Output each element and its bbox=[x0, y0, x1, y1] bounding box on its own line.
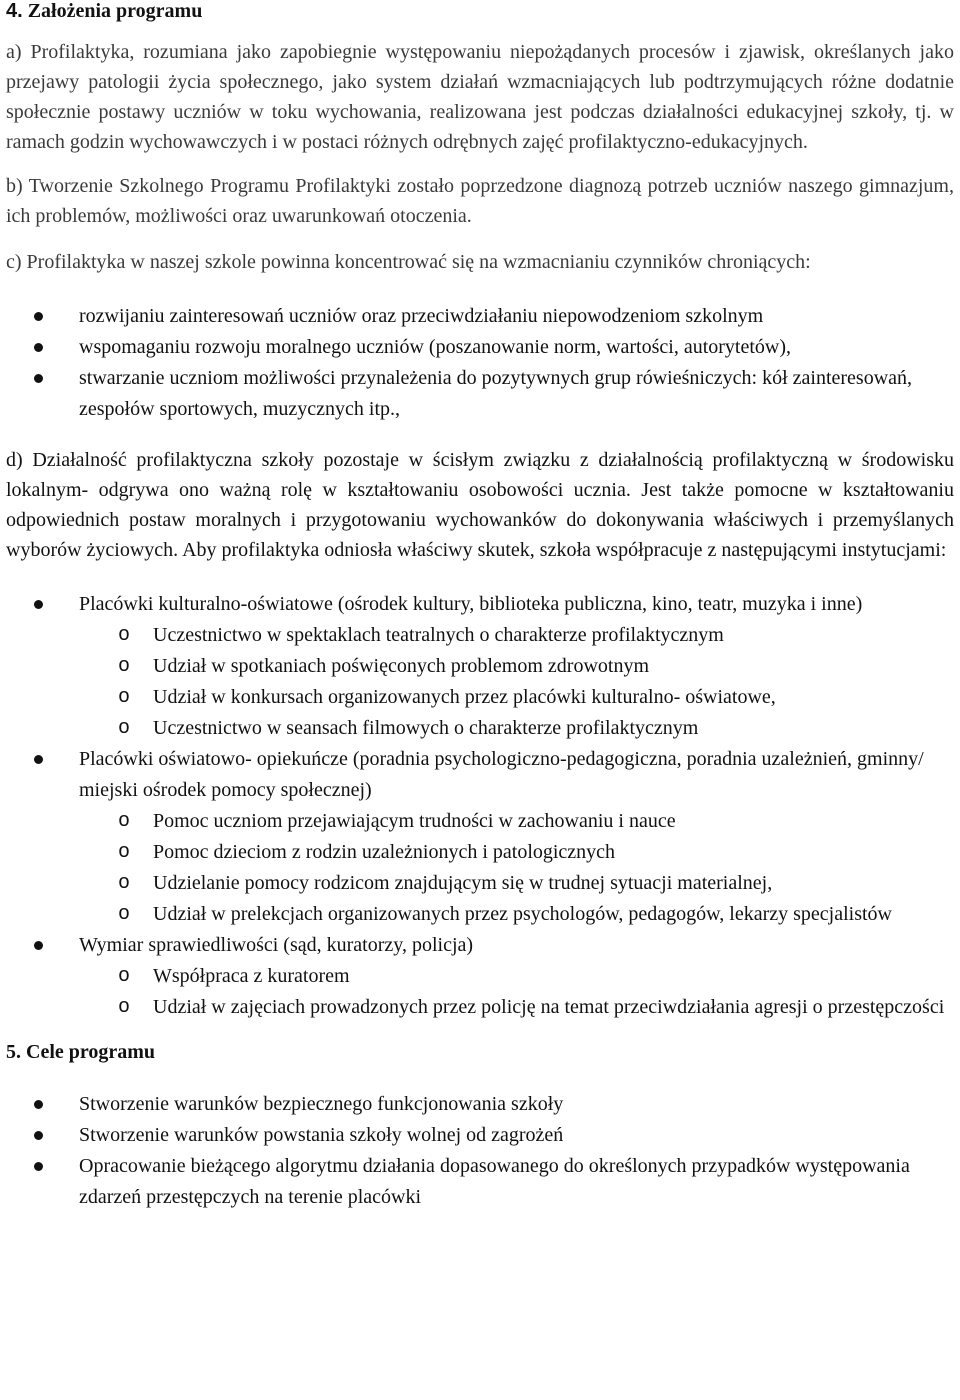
sub-list-item-text: Udział w zajęciach prowadzonych przez policję na temat przeciwdziałania agresji o przestępczości bbox=[153, 996, 945, 1018]
bullet-icon bbox=[34, 941, 43, 950]
paragraph-a: a) Profilaktyka, rozumiana jako zapobiegnie występowaniu niepożądanych procesów i zjawisk, określanych jako przejawy patologii życia społecznego, jako system działań wzmacniających lub podtrzymujących różne dodatnie społecznie postawy uczniów w toku wychowania, realizowana jest podczas działalności edukacyjnej szkoły, tj. w ramach godzin wychowawczych i w postaci różnych odrębnych zajęć profilaktyczno-edukacyjnych. bbox=[6, 41, 954, 153]
sub-list-item-text: Udział w spotkaniach poświęconych problemom zdrowotnym bbox=[153, 655, 649, 677]
document-page bbox=[6, 0, 954, 1213]
bullet-icon bbox=[34, 1100, 43, 1109]
circle-bullet-icon: o bbox=[118, 624, 131, 647]
sub-list-item bbox=[6, 868, 954, 899]
list-item-text: wspomaganiu rozwoju moralnego uczniów (poszanowanie norm, wartości, autorytetów), bbox=[79, 336, 792, 358]
institution-activities bbox=[79, 620, 954, 744]
list-item bbox=[6, 1089, 954, 1120]
section-5-heading bbox=[6, 1041, 954, 1063]
circle-bullet-icon: o bbox=[118, 717, 131, 740]
sub-list-item bbox=[6, 620, 954, 651]
circle-bullet-icon: o bbox=[118, 965, 131, 988]
sub-list-item bbox=[6, 806, 954, 837]
section-4-heading bbox=[6, 0, 954, 22]
sub-list-item-text: Współpraca z kuratorem bbox=[153, 965, 350, 987]
list-item bbox=[6, 1151, 954, 1213]
institution-activities bbox=[79, 806, 954, 930]
section-4-number: 4. bbox=[6, 0, 23, 22]
list-item bbox=[6, 332, 954, 363]
bullet-icon bbox=[34, 1162, 43, 1171]
sub-list-item bbox=[6, 651, 954, 682]
program-goals-list bbox=[6, 1089, 954, 1213]
circle-bullet-icon: o bbox=[118, 686, 131, 709]
institution-item bbox=[6, 744, 954, 930]
bullet-icon bbox=[34, 374, 43, 383]
circle-bullet-icon: o bbox=[118, 841, 131, 864]
sub-list-item-text: Udzielanie pomocy rodzicom znajdującym się w trudnej sytuacji materialnej, bbox=[153, 872, 773, 894]
circle-bullet-icon: o bbox=[118, 903, 131, 926]
sub-list-item bbox=[6, 961, 954, 992]
institutions-list bbox=[6, 589, 954, 1023]
list-item-text: stwarzanie uczniom możliwości przynależenia do pozytywnych grup rówieśniczych: kół zainteresowań, zespołów sportowych, muzycznych itp., bbox=[79, 367, 913, 420]
circle-bullet-icon: o bbox=[118, 872, 131, 895]
list-item-text: Stworzenie warunków bezpiecznego funkcjonowania szkoły bbox=[79, 1093, 564, 1115]
circle-bullet-icon: o bbox=[118, 996, 131, 1019]
paragraph-c: c) Profilaktyka w naszej szkole powinna koncentrować się na wzmacnianiu czynników chroniących: bbox=[6, 251, 811, 273]
institution-activities bbox=[79, 961, 954, 1023]
list-item-text: rozwijaniu zainteresowań uczniów oraz przeciwdziałaniu niepowodzeniom szkolnym bbox=[79, 305, 764, 327]
sub-list-item-text: Udział w prelekcjach organizowanych przez psychologów, pedagogów, lekarzy specjalistów bbox=[153, 903, 892, 925]
circle-bullet-icon: o bbox=[118, 655, 131, 678]
sub-list-item-text: Uczestnictwo w seansach filmowych o charakterze profilaktycznym bbox=[153, 717, 699, 739]
institution-name: Placówki oświatowo- opiekuńcze (poradnia psychologiczno-pedagogiczna, poradnia uzależnień, gminny/ miejski ośrodek pomocy społecznej) bbox=[79, 748, 924, 801]
list-item-text: Stworzenie warunków powstania szkoły wolnej od zagrożeń bbox=[79, 1124, 564, 1146]
sub-list-item-text: Pomoc uczniom przejawiającym trudności w zachowaniu i nauce bbox=[153, 810, 676, 832]
bullet-icon bbox=[34, 1131, 43, 1140]
sub-list-item-text: Uczestnictwo w spektaklach teatralnych o charakterze profilaktycznym bbox=[153, 624, 724, 646]
list-item bbox=[6, 363, 954, 425]
list-item bbox=[6, 301, 954, 332]
bullet-icon bbox=[34, 312, 43, 321]
paragraph-d: d) Działalność profilaktyczna szkoły pozostaje w ścisłym związku z działalnością profilaktyczną w środowisku lokalnym- odgrywa ono ważną rolę w kształtowaniu osobowości ucznia. Jest także pomocne w kształtowaniu odpowiednich postaw moralnych i przygotowaniu wychowanków do dokonywania właściwych i przemyślanych wyborów życiowych. Aby profilaktyka odniosła właściwy skutek, szkoła współpracuje z następującymi instytucjami: bbox=[6, 449, 954, 561]
protective-factors-list bbox=[6, 301, 954, 425]
institution-name: Wymiar sprawiedliwości (sąd, kuratorzy, policja) bbox=[79, 934, 474, 956]
sub-list-item-text: Udział w konkursach organizowanych przez placówki kulturalno- oświatowe, bbox=[153, 686, 776, 708]
section-5-title: 5. Cele programu bbox=[6, 1041, 156, 1063]
sub-list-item bbox=[6, 713, 954, 744]
bullet-icon bbox=[34, 343, 43, 352]
list-item bbox=[6, 1120, 954, 1151]
institution-item bbox=[6, 589, 954, 744]
circle-bullet-icon: o bbox=[118, 810, 131, 833]
bullet-icon bbox=[34, 600, 43, 609]
list-item-text: Opracowanie bieżącego algorytmu działania dopasowanego do określonych przypadków występowania zdarzeń przestępczych na terenie placówki bbox=[79, 1155, 910, 1208]
sub-list-item bbox=[6, 682, 954, 713]
sub-list-item bbox=[6, 899, 954, 930]
paragraph-b: b) Tworzenie Szkolnego Programu Profilaktyki zostało poprzedzone diagnozą potrzeb uczniów naszego gimnazjum, ich problemów, możliwości oraz uwarunkowań otoczenia. bbox=[6, 175, 954, 227]
institution-item bbox=[6, 930, 954, 1023]
sub-list-item bbox=[6, 837, 954, 868]
section-4-title: Założenia programu bbox=[27, 0, 203, 22]
sub-list-item bbox=[6, 992, 954, 1023]
sub-list-item-text: Pomoc dzieciom z rodzin uzależnionych i patologicznych bbox=[153, 841, 616, 863]
institution-name: Placówki kulturalno-oświatowe (ośrodek kultury, biblioteka publiczna, kino, teatr, muzyka i inne) bbox=[79, 593, 863, 615]
bullet-icon bbox=[34, 755, 43, 764]
